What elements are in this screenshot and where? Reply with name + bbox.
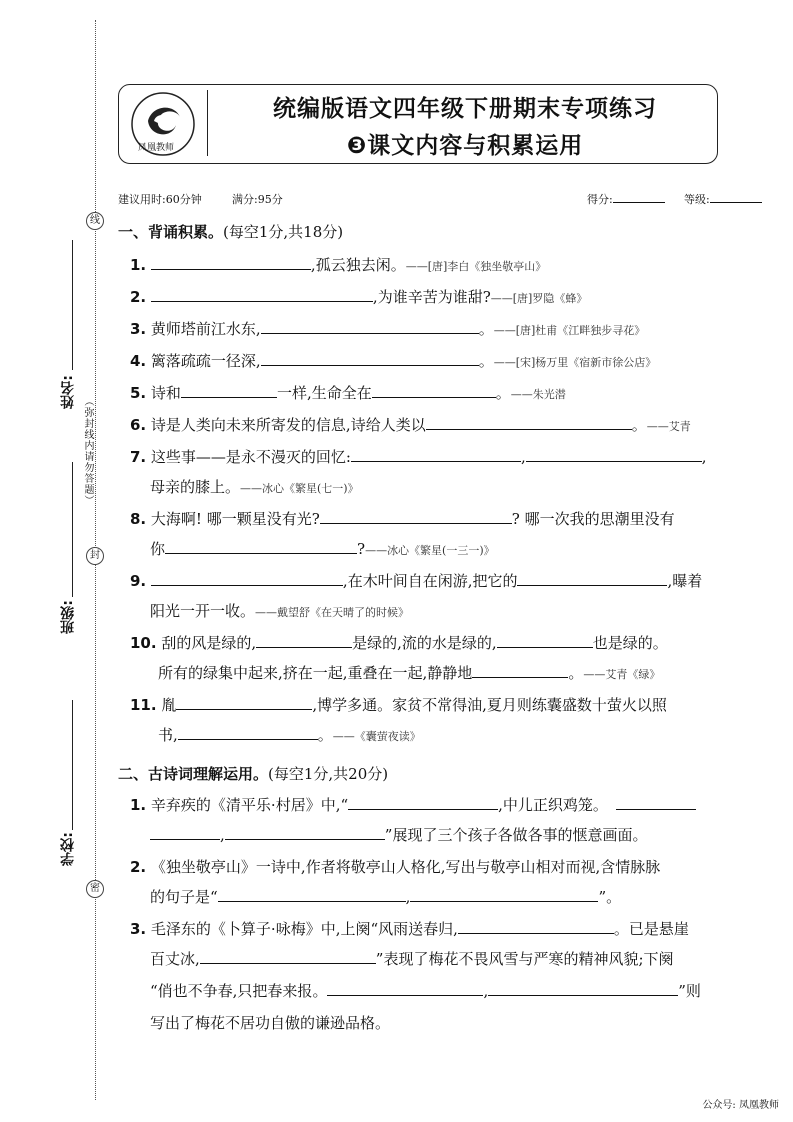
full-score: 满分:95分 — [232, 193, 283, 206]
answer-blank[interactable] — [151, 571, 343, 586]
s1-q6: 6. 诗是人类向未来所寄发的信息,诗给人类以 。——艾青 — [130, 416, 691, 434]
score-blank[interactable] — [613, 192, 665, 203]
grade-blank[interactable] — [710, 192, 762, 203]
school-label: 学校: — [60, 832, 76, 866]
s1-q2: 2. ,为谁辛苦为谁甜?——[唐]罗隐《蜂》 — [130, 288, 588, 306]
answer-blank[interactable] — [178, 725, 318, 740]
answer-blank[interactable] — [176, 695, 312, 710]
header-divider — [207, 90, 208, 156]
seal-mark-middle: 封 — [86, 547, 104, 565]
answer-blank[interactable] — [218, 887, 406, 902]
class-label: 班级: — [60, 600, 76, 634]
logo-caption: 凤凰教师 — [138, 143, 175, 153]
s1-q5: 5. 诗和 一样,生命全在 。——朱光潜 — [130, 384, 566, 402]
answer-blank[interactable] — [261, 319, 479, 334]
s1-q10: 10. 刮的风是绿的, 是绿的,流的水是绿的, 也是绿的。 — [130, 634, 668, 652]
s2-q3-cont1: 百丈冰, ”表现了梅花不畏风雪与严寒的精神风貌;下阕 — [150, 950, 674, 968]
footer-wechat: 公众号: 凤凰教师 — [702, 1100, 779, 1111]
s1-q11: 11. 胤 ,博学多通。家贫不常得油,夏月则练囊盛数十萤火以照 — [130, 696, 667, 714]
page-subtitle: ❸课文内容与积累运用 — [346, 133, 584, 159]
s1-q11-cont: 书, 。——《囊萤夜读》 — [158, 726, 421, 744]
answer-blank[interactable] — [616, 795, 696, 810]
answer-blank[interactable] — [151, 287, 373, 302]
answer-blank[interactable] — [320, 509, 512, 524]
answer-blank[interactable] — [151, 255, 311, 270]
answer-blank[interactable] — [165, 539, 357, 554]
s1-q7-cont: 母亲的膝上。——冰心《繁星(七一)》 — [150, 478, 359, 496]
score-field[interactable] — [587, 191, 665, 207]
s2-q1-cont: , ”展现了三个孩子各做各事的惬意画面。 — [150, 824, 647, 846]
s2-q3: 3. 毛泽东的《卜算子·咏梅》中,上阕“风雨送春归, 。已是悬崖 — [130, 920, 689, 938]
answer-blank[interactable] — [351, 447, 521, 462]
seal-mark-top: 线 — [86, 212, 104, 230]
answer-blank[interactable] — [458, 919, 614, 934]
answer-blank[interactable] — [472, 663, 568, 678]
school-blank-line[interactable] — [72, 700, 73, 830]
name-blank-line[interactable] — [72, 240, 73, 370]
s1-q8: 8. 大海啊! 哪一颗星没有光? ? 哪一次我的思潮里没有 — [130, 510, 675, 528]
s2-q3-cont3: 写出了梅花不居功自傲的谦逊品格。 — [150, 1014, 391, 1032]
score-label: 得分: — [587, 193, 613, 206]
s1-q8-cont: 你 ?——冰心《繁星(一三一)》 — [150, 540, 495, 558]
class-blank-line[interactable] — [72, 462, 73, 597]
s1-q1: 1. ,孤云独去闲。——[唐]李白《独坐敬亭山》 — [130, 256, 547, 274]
s1-q3: 3. 黄师塔前江水东, 。——[唐]杜甫《江畔独步寻花》 — [130, 320, 646, 338]
s2-q2-cont: 的句子是“ , ”。 — [150, 888, 622, 906]
answer-blank[interactable] — [372, 383, 496, 398]
answer-blank[interactable] — [488, 981, 678, 996]
answer-blank[interactable] — [410, 887, 598, 902]
answer-blank[interactable] — [497, 633, 593, 648]
answer-blank[interactable] — [256, 633, 352, 648]
answer-blank[interactable] — [200, 949, 376, 964]
no-answer-note: （弥封线内请勿答题） — [82, 396, 93, 506]
answer-blank[interactable] — [348, 795, 498, 810]
s2-q2: 2. 《独坐敬亭山》一诗中,作者将敬亭山人格化,写出与敬亭山相对而视,含情脉脉 — [130, 858, 661, 876]
answer-blank[interactable] — [327, 981, 483, 996]
s2-q3-cont2: “俏也不争春,只把春来报。 , ”则 — [150, 982, 701, 1000]
answer-blank[interactable] — [225, 825, 385, 840]
grade-field[interactable] — [684, 191, 762, 207]
s1-q4: 4. 篱落疏疏一径深, 。——[宋]杨万里《宿新市徐公店》 — [130, 352, 657, 370]
suggested-time: 建议用时:60分钟 — [118, 193, 202, 206]
answer-blank[interactable] — [181, 383, 277, 398]
page-title: 统编版语文四年级下册期末专项练习 — [273, 96, 657, 122]
grade-label: 等级: — [684, 193, 710, 206]
name-label: 姓名: — [60, 375, 76, 409]
answer-blank[interactable] — [261, 351, 479, 366]
s1-q9: 9. ,在木叶间自在闲游,把它的 ,曝着 — [130, 572, 703, 590]
s2-q1: 1. 辛弃疾的《清平乐·村居》中,“ ,中儿正织鸡笼。 — [130, 794, 696, 816]
seal-mark-bottom: 密 — [86, 880, 104, 898]
answer-blank[interactable] — [150, 825, 220, 840]
answer-blank[interactable] — [526, 447, 702, 462]
section-2-heading: 二、古诗词理解运用。(每空1分,共20分) — [118, 765, 389, 783]
answer-blank[interactable] — [426, 415, 632, 430]
s1-q9-cont: 阳光一开一收。——戴望舒《在天晴了的时候》 — [150, 602, 410, 620]
s1-q7: 7. 这些事——是永不漫灭的回忆: , , — [130, 448, 707, 466]
answer-blank[interactable] — [517, 571, 667, 586]
s1-q10-cont: 所有的绿集中起来,挤在一起,重叠在一起,静静地 。——艾青《绿》 — [158, 664, 661, 682]
section-1-heading: 一、背诵积累。(每空1分,共18分) — [118, 223, 344, 241]
